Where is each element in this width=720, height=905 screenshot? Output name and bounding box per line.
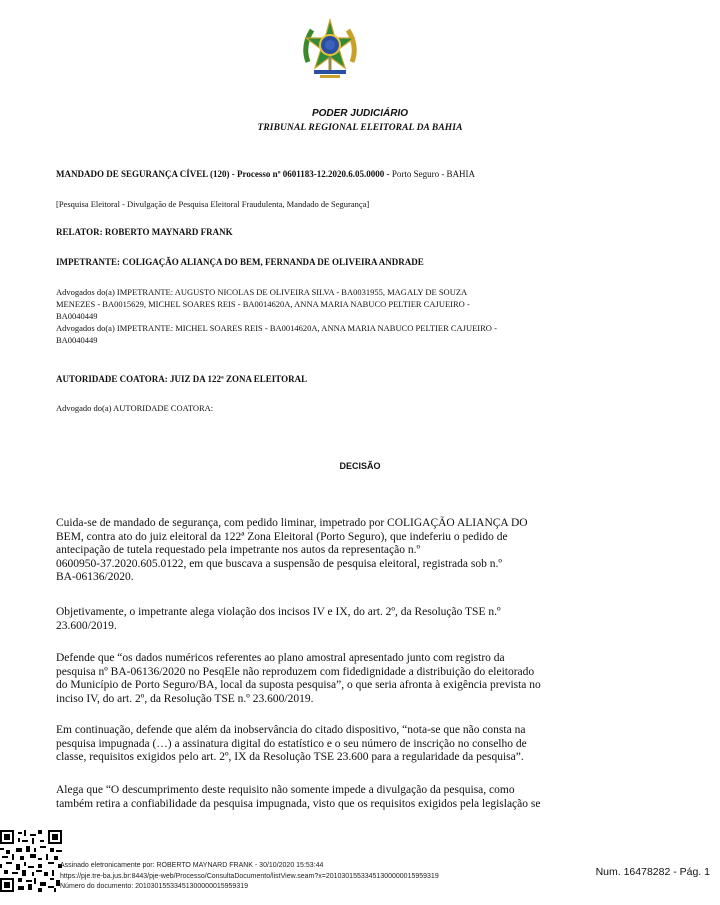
signed-by: Assinado eletronicamente por: ROBERTO MAYNARD FRANK - 30/10/2020 15:53:44 [60,862,324,869]
paragraph-line: Cuida-se de mandado de segurança, com pedido liminar, impetrado por COLIGAÇÃO ALIANÇA DO [56,517,528,529]
paragraph-line: Alega que “O descumprimento deste requisito não somente impede a divulgação da pesquisa, como [56,784,515,796]
process-subject: [Pesquisa Eleitoral - Divulgação de Pesquisa Eleitoral Fraudulenta, Mandado de Segurança] [56,199,370,209]
advogados-impetrante-1 [56,286,666,346]
relator: RELATOR: ROBERTO MAYNARD FRANK [56,227,233,237]
advogados-1-line-3: BA0040449 [56,311,98,321]
verification-url[interactable]: https://pje.tre-ba.jus.br:8443/pje-web/Processo/ConsultaDocumento/listView.seam?x=20103015533451300000015959319 [60,872,439,880]
paragraph-line: Objetivamente, o impetrante alega violação dos incisos IV e IX, do art. 2º, da Resolução TSE n.º [56,606,501,618]
autoridade-coatora: AUTORIDADE COATORA: JUIZ DA 122ª ZONA ELEITORAL [56,374,308,384]
paragraph-line: classe, requisitos exigidos pelo art. 2º, IX da Resolução TSE 23.600 para a regularidade da pesquisa”. [56,751,524,764]
paragraph-3 [56,652,616,706]
brazil-coat-of-arms-emblem [300,18,360,80]
page-number: Num. 16478282 - Pág. 1 [595,866,710,878]
advogados-1-line-1: Advogados do(a) IMPETRANTE: AUGUSTO NICOLAS DE OLIVEIRA SILVA - BA0031955, MAGALY DE SOUZA [56,287,468,297]
decision-title: DECISÃO [339,461,381,471]
advogado-autoridade: Advogado do(a) AUTORIDADE COATORA: [56,403,214,413]
paragraph-4 [56,724,616,765]
paragraph-line: Em continuação, defende que além da inobservância do citado dispositivo, “nota-se que não consta na [56,724,526,736]
paragraph-line: também retira a confiabilidade da pesquisa impugnada, visto que os requisitos exigidos pela legislação se [56,797,541,810]
paragraph-line: pesquisa impugnada (…) a assinatura digital do estatístico e o seu número de inscrição no conselho de [56,737,527,750]
paragraph-5 [56,784,616,811]
advogados-2-line-2: BA0040449 [56,335,98,345]
paragraph-1 [56,517,616,585]
header-poder-judiciario: PODER JUDICIÁRIO [311,108,409,119]
paragraph-line: pesquisa nº BA-06136/2020 no PesqEle não reproduzem com fidedignidade a distribuição do eleitorado [56,665,535,678]
signature-info [60,861,439,893]
qr-code-icon[interactable] [0,830,62,892]
process-title [56,168,666,180]
paragraph-line: 0600950-37.2020.605.0122, em que buscava a suspensão de pesquisa eleitoral, registrada sob n.º [56,557,502,570]
advogados-2-line-1: Advogados do(a) IMPETRANTE: MICHEL SOARES REIS - BA0014620A, ANNA MARIA NABUCO PELTIER CAJUEIRO - [56,323,497,333]
paragraph-line: BEM, contra ato do juiz eleitoral da 122ª Zona Eleitoral (Porto Seguro), que indeferiu o pedido de [56,530,508,543]
paragraph-line: Defende que “os dados numéricos referentes ao plano amostral apresentado junto com registro da [56,652,505,664]
paragraph-line: do Município de Porto Seguro/BA, local da suposta pesquisa”, o que seria afronta à exigência prevista no [56,679,541,692]
process-title-bold: MANDADO DE SEGURANÇA CÍVEL (120) - Processo nº 0601183-12.2020.6.05.0000 - [56,169,390,179]
signature-footer [0,830,720,905]
paragraph-line: BA-06136/2020. [56,571,134,584]
paragraph-line: inciso IV, do art. 2º, da Resolução TSE n.º 23.600/2019. [56,692,314,705]
paragraph-line: antecipação de tutela requestado pela impetrante nos autos da representação n.º [56,544,421,557]
process-location: Porto Seguro - BAHIA [389,169,476,179]
paragraph-2 [56,606,616,633]
impetrante: IMPETRANTE: COLIGAÇÃO ALIANÇA DO BEM, FERNANDA DE OLIVEIRA ANDRADE [56,257,424,267]
header-tribunal: TRIBUNAL REGIONAL ELEITORAL DA BAHIA [257,123,463,133]
document-number: Número do documento: 20103015533451300000015959319 [60,883,248,890]
paragraph-line: 23.600/2019. [56,619,117,632]
advogados-1-line-2: MENEZES - BA0015629, MICHEL SOARES REIS - BA0014620A, ANNA MARIA NABUCO PELTIER CAJUEIRO - [56,299,470,309]
